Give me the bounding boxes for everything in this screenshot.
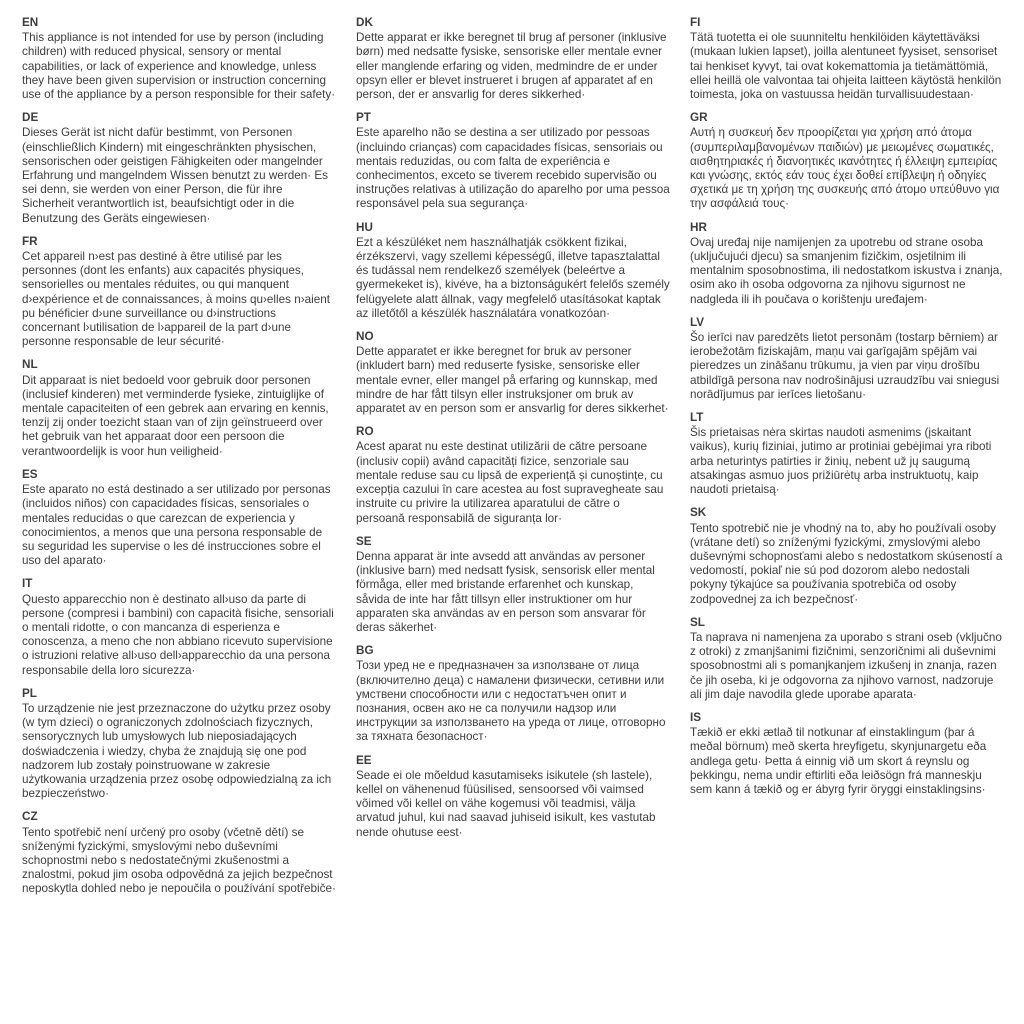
lang-section-cz bbox=[22, 810, 336, 896]
lang-section-lt bbox=[690, 411, 1004, 497]
language-text-en: This appliance is not intended for use by person (including children) with reduced physical, sensory or mental capabilities, or lack of experience and knowledge, unless they have been given supervision or instruction concerning use of the appliance by a person responsible for their safety· bbox=[22, 31, 336, 102]
language-code-gr: GR bbox=[690, 111, 708, 125]
language-code-cz: CZ bbox=[22, 810, 38, 824]
language-code-lt: LT bbox=[690, 411, 704, 425]
lang-section-is bbox=[690, 711, 1004, 797]
column-3 bbox=[690, 16, 1004, 906]
lang-section-dk bbox=[356, 16, 670, 102]
language-code-no: NO bbox=[356, 330, 374, 344]
column-1 bbox=[22, 16, 336, 906]
language-text-se: Denna apparat är inte avsedd att användas av personer (inklusive barn) med nedsatt fysisk, sensorisk eller mental förmåga, eller med bristande erfarenhet och kunskap, såvida de inte har fått tillsyn eller instruktioner om hur apparaten ska användas av en person som ansvarar för deras säkerhet· bbox=[356, 549, 655, 634]
language-code-es: ES bbox=[22, 467, 38, 481]
lang-section-fi bbox=[690, 16, 1004, 102]
language-text-hr: Ovaj uređaj nije namijenjen za upotrebu od strane osoba (uključujući djecu) sa smanjenim fizičkim, osjetilnim ili mentalnim sposobnostima, ili nedostatkom iskustva i znanja, osim ako ih osoba odgovorna za njihovu sigurnost ne nadgleda ili ih poučava o korištenju uređajem· bbox=[690, 235, 1003, 306]
language-code-sl: SL bbox=[690, 615, 705, 629]
language-code-fr: FR bbox=[22, 234, 38, 248]
language-text-ro: Acest aparat nu este destinat utilizării de către persoane (inclusiv copii) având capacități fizice, senzoriale sau mentale reduse sau cu lipsă de experiență și cunoștințe, cu excepția cazului în care acestea au fost supravegheate sau instruite cu privire la utilizarea aparatului de către o persoană responsabilă de siguranța lor· bbox=[356, 440, 664, 525]
language-text-fr: Cet appareil n›est pas destiné à être utilisé par les personnes (dont les enfants) aux capacités physiques, sensorielles ou mentales réduites, ou qui manquent d›expérience et de connaissances, à moins qu›elles n›aient pu bénéficier d›une surveillance ou d›instructions concernant l›utilisation de l›appareil de la part d›une personne responsable de leur sécurité· bbox=[22, 250, 330, 349]
lang-section-se bbox=[356, 535, 670, 635]
language-text-lt: Šis prietaisas nėra skirtas naudoti asmenims (įskaitant vaikus), kurių fiziniai, jutimo ar protiniai gebėjimai yra riboti arba neturintys patirties ir žinių, nebent už jų saugumą atsakingas asmuo juos prižiūrėtų arba instruktuotų, kaip naudoti prietaisą· bbox=[690, 426, 992, 497]
language-code-hr: HR bbox=[690, 220, 707, 234]
column-2 bbox=[356, 16, 670, 906]
lang-section-fr bbox=[22, 235, 336, 350]
lang-section-no bbox=[356, 330, 670, 416]
language-code-en: EN bbox=[22, 16, 39, 29]
language-code-hu: HU bbox=[356, 220, 373, 234]
language-text-nl: Dit apparaat is niet bedoeld voor gebruik door personen (inclusief kinderen) met verminderde fysieke, zintuiglijke of mentale capaciteiten of een gebrek aan ervaring en kennis, tenzij zij onder toezicht staan van of zijn geïnstrueerd over het gebruik van het apparaat door een persoon die verantwoordelijk is voor hun veiligheid· bbox=[22, 373, 329, 458]
language-text-is: Tækið er ekki ætlað til notkunar af einstaklingum (þar á meðal börnum) með skerta hreyfigetu, skynjunargetu eða andlega getu· Þetta á einnig við um skort á reynslu og þekkingu, nema undir eftirliti eða leiðsögn frá manneskju sem kann á tækið og er ábyrg fyrir öryggi einstaklingsins· bbox=[690, 726, 987, 796]
lang-section-es bbox=[22, 468, 336, 568]
language-text-it: Questo apparecchio non è destinato all›uso da parte di persone (compresi i bambini) con capacità fisiche, sensoriali o mentali ridotte, o con mancanza di esperienza e conoscenza, a meno che non abbiano ricevuto supervisione o istruzioni relative all›uso dell›apparecchio da una persona responsabile della loro sicurezza· bbox=[22, 592, 334, 677]
language-text-pt: Este aparelho não se destina a ser utilizado por pessoas (incluindo crianças) com capacidades físicas, sensoriais ou mentais reduzidas, ou com falta de experiência e conhecimentos, exceto se tiverem recebido supervisão ou instruções relativas à utilização do aparelho por uma pessoa responsável pela sua segurança· bbox=[356, 126, 670, 211]
lang-section-nl bbox=[22, 358, 336, 458]
language-code-pl: PL bbox=[22, 686, 37, 700]
language-code-it: IT bbox=[22, 577, 33, 591]
lang-section-it bbox=[22, 577, 336, 677]
language-text-dk: Dette apparat er ikke beregnet til brug af personer (inklusive børn) med nedsatte fysiske, sensoriske eller mentale evner eller manglende erfaring og viden, medmindre de er under opsyn eller er blevet instrueret i brugen af apparatet af en person, der er ansvarlig for deres sikkerhed· bbox=[356, 31, 667, 102]
language-text-cz: Tento spotřebič není určený pro osoby (včetně dětí) se sníženými fyzickými, smyslovými nebo duševními schopnostmi nebo s nedostatečnými zkušenostmi a znalostmi, pokud jim osoba odpovědná za jejich bezpečnost neposkytla dohled nebo je nepoučila o používání spotřebiče· bbox=[22, 825, 336, 896]
language-code-bg: BG bbox=[356, 644, 374, 658]
language-code-dk: DK bbox=[356, 16, 373, 29]
lang-section-hr bbox=[690, 221, 1004, 307]
language-code-pt: PT bbox=[356, 111, 371, 125]
language-code-lv: LV bbox=[690, 315, 705, 329]
language-text-ee: Seade ei ole mõeldud kasutamiseks isikutele (sh lastele), kellel on vähenenud füüsilised, sensoorsed või vaimsed võimed või kellel on vähe kogemusi või teadmisi, välja arvatud juhul, kui nad saavad juhiseid isikult, kes vastutab nende ohutuse eest· bbox=[356, 768, 656, 839]
lang-section-gr bbox=[690, 111, 1004, 211]
language-text-sl: Ta naprava ni namenjena za uporabo s strani oseb (vključno z otroki) z zmanjšanimi fizičnimi, senzoričnimi ali duševnimi sposobnostmi ali s pomanjkanjem izkušenj in znanja, razen če jih oseba, ki je odgovorna za njihovo varnost, nadzoruje ali jim daje navodila glede uporabe aparata· bbox=[690, 630, 1002, 701]
language-text-no: Dette apparatet er ikke beregnet for bruk av personer (inkludert barn) med reduserte fysiske, sensoriske eller mentale evner, eller mangel på erfaring og kunnskap, med mindre de har fått tilsyn eller instruksjoner om bruk av apparatet av en person som er ansvarlig for deres sikkerhet· bbox=[356, 345, 669, 416]
lang-section-pl bbox=[22, 687, 336, 802]
language-text-sk: Tento spotrebič nie je vhodný na to, aby ho používali osoby (vrátane detí) so zníženými fyzickými, zmyslovými alebo duševnými schopnosťami alebo s nedostatkom skúseností a vedomostí, pokiaľ nie sú pod dozorom alebo nedostali pokyny týkajúce sa používania spotrebiča od osoby zodpovednej za ich bezpečnosť· bbox=[690, 521, 1003, 606]
language-text-lv: Šo ierīci nav paredzēts lietot personām (tostarp bērniem) ar ierobežotām fiziskajām, maņu vai garīgajām spējām vai pieredzes un zināšanu trūkumu, ja vien par viņu drošību atbildīgā persona nav nodrošinājusi uzraudzību vai sniegusi norādījumus par ierīces lietošanu· bbox=[690, 331, 1000, 401]
language-text-pl: To urządzenie nie jest przeznaczone do użytku przez osoby (w tym dzieci) o ograniczonych zdolnościach fizycznych, sensorycznych lub umysłowych lub nieposiadających doświadczenia i wiedzy, chyba że znajdują się one pod nadzorem lub zostały poinstruowane w zakresie użytkowania urządzenia przez osobę odpowiedzialną za ich bezpieczeństwo· bbox=[22, 701, 332, 801]
lang-section-sk bbox=[690, 506, 1004, 606]
lang-section-de bbox=[22, 111, 336, 226]
lang-section-ro bbox=[356, 425, 670, 525]
lang-section-sl bbox=[690, 616, 1004, 702]
language-code-se: SE bbox=[356, 534, 372, 548]
lang-section-ee bbox=[356, 754, 670, 840]
lang-section-lv bbox=[690, 316, 1004, 402]
language-code-is: IS bbox=[690, 710, 702, 724]
language-text-es: Este aparato no está destinado a ser utilizado por personas (incluidos niños) con capacidades físicas, sensoriales o mentales reducidas o que carezcan de experiencia y conocimientos, a menos que una persona responsable de su seguridad les supervise o les dé instrucciones sobre el uso del aparato· bbox=[22, 483, 331, 568]
lang-section-en bbox=[22, 16, 336, 102]
lang-section-bg bbox=[356, 644, 670, 744]
language-code-ee: EE bbox=[356, 753, 372, 767]
language-code-nl: NL bbox=[22, 358, 38, 372]
language-code-sk: SK bbox=[690, 506, 707, 520]
lang-section-pt bbox=[356, 111, 670, 211]
language-text-bg: Този уред не е предназначен за използване от лица (включително деца) с намалени физически, сетивни или умствени способности или с недостатъчен опит и познания, освен ако не са получили надзор или инструкции за използването на уреда от лице, отговорно за тяхната безопасност· bbox=[356, 659, 666, 744]
language-text-hu: Ezt a készüléket nem használhatják csökkent fizikai, érzékszervi, vagy szellemi képességű, illetve tapasztalattal és tudással nem rendelkező személyek (beleértve a gyermekeket is), kivéve, ha a biztonságukért felelős személy felügyelete alatt állnak, vagy megfelelő utasításokat kaptak az illetőtől a készülék használatára vonatkozóan· bbox=[356, 235, 670, 320]
language-code-fi: FI bbox=[690, 16, 701, 29]
language-code-de: DE bbox=[22, 111, 39, 125]
language-code-ro: RO bbox=[356, 425, 374, 439]
lang-section-hu bbox=[356, 221, 670, 321]
language-text-gr: Αυτή η συσκευή δεν προορίζεται για χρήση από άτομα (συμπεριλαμβανομένων παιδιών) με μειωμένες σωματικές, αισθητηριακές ή διανοητικές ικανότητες ή έλλειψη εμπειρίας και γνώσης, εκτός εάν τους έχει δοθεί επίβλεψη ή οδηγίες σχετικά με τη χρήση της συσκευής από άτομο υπεύθυνο για την ασφάλειά τους· bbox=[690, 126, 1000, 211]
language-text-fi: Tätä tuotetta ei ole suunniteltu henkilöiden käytettäväksi (mukaan lukien lapset), joilla alentuneet fyysiset, sensoriset tai henkiset kyvyt, tai ovat kokemattomia ja tietämättömiä, ellei heillä ole valvontaa tai ohjeita laitteen käytöstä henkilön toimesta, joka on vastuussa heidän turvallisuudestaan· bbox=[690, 31, 1002, 102]
language-text-de: Dieses Gerät ist nicht dafür bestimmt, von Personen (einschließlich Kindern) mit eingeschränkten physischen, sensorischen oder geistigen Fähigkeiten oder mangelnder Erfahrung und mangelndem Wissen benutzt zu werden· Es sei denn, sie werden von einer Person, die für ihre Sicherheit verantwortlich ist, beaufsichtigt oder in die Benutzung des Geräts eingewiesen· bbox=[22, 126, 328, 225]
